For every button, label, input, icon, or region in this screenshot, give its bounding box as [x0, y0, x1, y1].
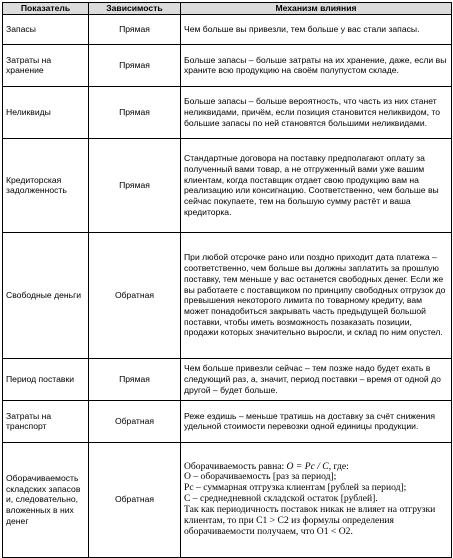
formula-tail: где:	[331, 460, 349, 472]
indicator-cell: Неликвиды	[3, 86, 89, 138]
dependency-cell: Прямая	[89, 44, 181, 86]
definition-line: C – среднедневной складской остаток [рублей].	[184, 493, 378, 505]
table-row	[3, 358, 452, 400]
table-row	[3, 400, 452, 442]
table-row	[3, 442, 452, 557]
dependency-cell: Прямая	[89, 14, 181, 44]
table-row	[3, 44, 452, 86]
table-row	[3, 138, 452, 232]
dependency-cell: Прямая	[89, 138, 181, 232]
dependency-cell: Обратная	[89, 400, 181, 442]
header-row	[3, 3, 452, 15]
indicator-cell: Затраты на хранение	[3, 44, 89, 86]
header-mechanism: Механизм влияния	[181, 3, 452, 15]
turnover-mechanism-cell	[181, 442, 452, 557]
mechanism-cell: Реже ездишь – меньше тратишь на доставку за счёт снижения удельной стоимости перевозки одной единицы продукции.	[181, 400, 452, 442]
indicator-cell: Кредиторская задолженность	[3, 138, 89, 232]
mechanism-cell: Больше запасы – больше вероятность, что часть из них станет неликвидами, причём, если позиция становится неликвидом, то большие запасы по ней становятся большими неликвидами.	[181, 86, 452, 138]
dependency-cell: Обратная	[89, 232, 181, 358]
mechanism-cell: Стандартные договора на поставку предполагают оплату за полученный вами товар, а не отгруженный вами уже вашим клиентам, когда поставщик отдает свою продукцию вам на реализацию или консигнацию. Соответственно, чем больше вы сейчас покупаете, тем на большую сумму растёт и ваша кредиторка.	[181, 138, 452, 232]
formula-intro: Оборачиваемость равна:	[184, 460, 287, 472]
indicator-cell: Свободные деньги	[3, 232, 89, 358]
mechanism-cell: Чем больше привезли сейчас – тем позже надо будет ехать в следующий раз, а, значит, период поставки – время от одной до другой – будет больше.	[181, 358, 452, 400]
indicator-cell: Запасы	[3, 14, 89, 44]
dependency-cell: Обратная	[89, 442, 181, 557]
table-row	[3, 86, 452, 138]
indicator-cell: Затраты на транспорт	[3, 400, 89, 442]
indicator-cell: Период поставки	[3, 358, 89, 400]
influence-table	[2, 2, 452, 558]
table-row	[3, 14, 452, 44]
header-indicator: Показатель	[3, 3, 89, 15]
indicator-cell: Оборачиваемость складских запасов и, следовательно, вложенных в них денег	[3, 442, 89, 557]
definition-line: Pс – суммарная отгрузка клиентам [рублей за период];	[184, 482, 407, 494]
mechanism-cell: Чем больше вы привезли, тем больше у вас стали запасы.	[181, 14, 452, 44]
mechanism-cell: При любой отсрочке рано или поздно приходит дата платежа – соответственно, чем больше вы должны заплатить за прошлую поставку, тем меньше у вас останется свободных денег. Если же вы работаете с поставщиком по принципу свободных отгрузок до превышения некоторого лимита по товарному кредиту, вам может понадобиться закрывать часть предыдущей большой поставки, чтобы иметь возможность позаказать позиции, продажи которых значительно выросли, и склад по ним опустел.	[181, 232, 452, 358]
table-row	[3, 232, 452, 358]
dependency-cell: Прямая	[89, 358, 181, 400]
turnover-formula: O = Pс / C,	[286, 460, 332, 472]
mechanism-cell: Больше запасы – больше затраты на их хранение, даже, если вы храните всю продукцию на своём полупустом складе.	[181, 44, 452, 86]
header-dependency: Зависимость	[89, 3, 181, 15]
conclusion-text: Так как периодичность поставок никак не влияет на отгрузки клиентам, то при C1 > C2 из формулы определения оборачиваемости получаем, что O1 < O2.	[184, 504, 436, 537]
definition-line: O – оборачиваемость [раз за период];	[184, 471, 337, 483]
dependency-cell: Прямая	[89, 86, 181, 138]
